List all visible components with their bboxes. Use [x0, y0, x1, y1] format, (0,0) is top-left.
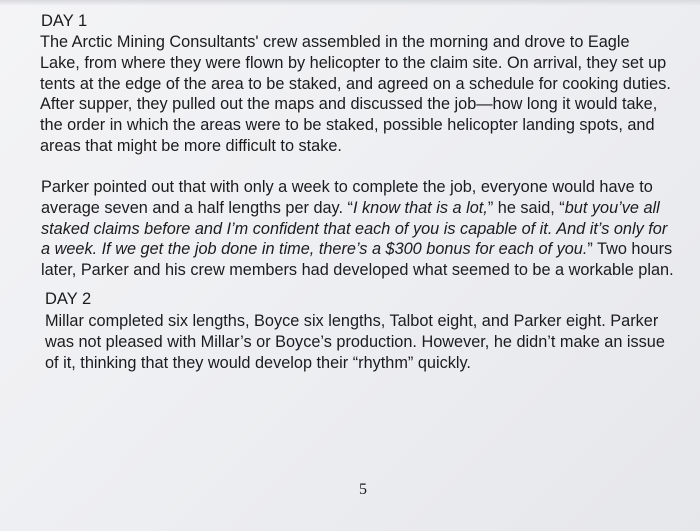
day1-line: areas that might be more difficult to stake.: [40, 136, 342, 155]
quoted-speech: I know that is a lot,: [352, 198, 488, 217]
quoted-speech: staked claims before and I’m confident that each of you is capable of it. And it’s only for: [41, 219, 668, 238]
parker-paragraph-line: [41, 219, 674, 240]
day1-paragraph: [40, 32, 671, 157]
day1-line: the order in which the areas were to be staked, possible helicopter landing spots, and: [40, 116, 655, 135]
quoted-speech: but you’ve all: [564, 198, 660, 217]
day2-line: Millar completed six lengths, Boyce six lengths, Talbot eight, and Parker eight. Parker: [45, 312, 659, 330]
parker-paragraph-line: a week. If we get the job done in time, there’s a $300 bonus for each of you.” Two hours: [41, 240, 673, 259]
parker-paragraph-line: average seven and a half lengths per day. “I know that is a lot,” he said, “but you’ve all: [41, 198, 660, 217]
page-top-edge: [0, 0, 700, 6]
day1-line: The Arctic Mining Consultants' crew assembled in the morning and drove to Eagle: [40, 33, 630, 51]
day2-line: of it, thinking that they would develop their “rhythm” quickly.: [45, 353, 471, 372]
day2-heading: DAY 2: [45, 290, 92, 308]
day1-line: Lake, from where they were flown by helicopter to the claim site. On arrival, they set up: [40, 53, 667, 72]
day2-line: was not pleased with Millar’s or Boyce’s production. However, he didn’t make an issue: [45, 332, 665, 351]
quoted-speech: a week. If we get the job done in time, there’s a $300 bonus for each of you.: [41, 240, 588, 259]
page-number: 5: [359, 481, 367, 498]
day1-line: After supper, they pulled out the maps and discussed the job—how long it would take,: [40, 95, 658, 114]
day1-line: tents at the edge of the area to be staked, and agreed on a schedule for cooking duties.: [40, 74, 671, 93]
parker-paragraph-line: later, Parker and his crew members had developed what seemed to be a workable plan.: [41, 261, 674, 280]
day1-heading: DAY 1: [41, 12, 88, 30]
day2-paragraph: [45, 311, 665, 373]
parker-paragraph: [41, 177, 674, 281]
parker-paragraph-line: Parker pointed out that with only a week to complete the job, everyone would have to: [41, 178, 653, 196]
